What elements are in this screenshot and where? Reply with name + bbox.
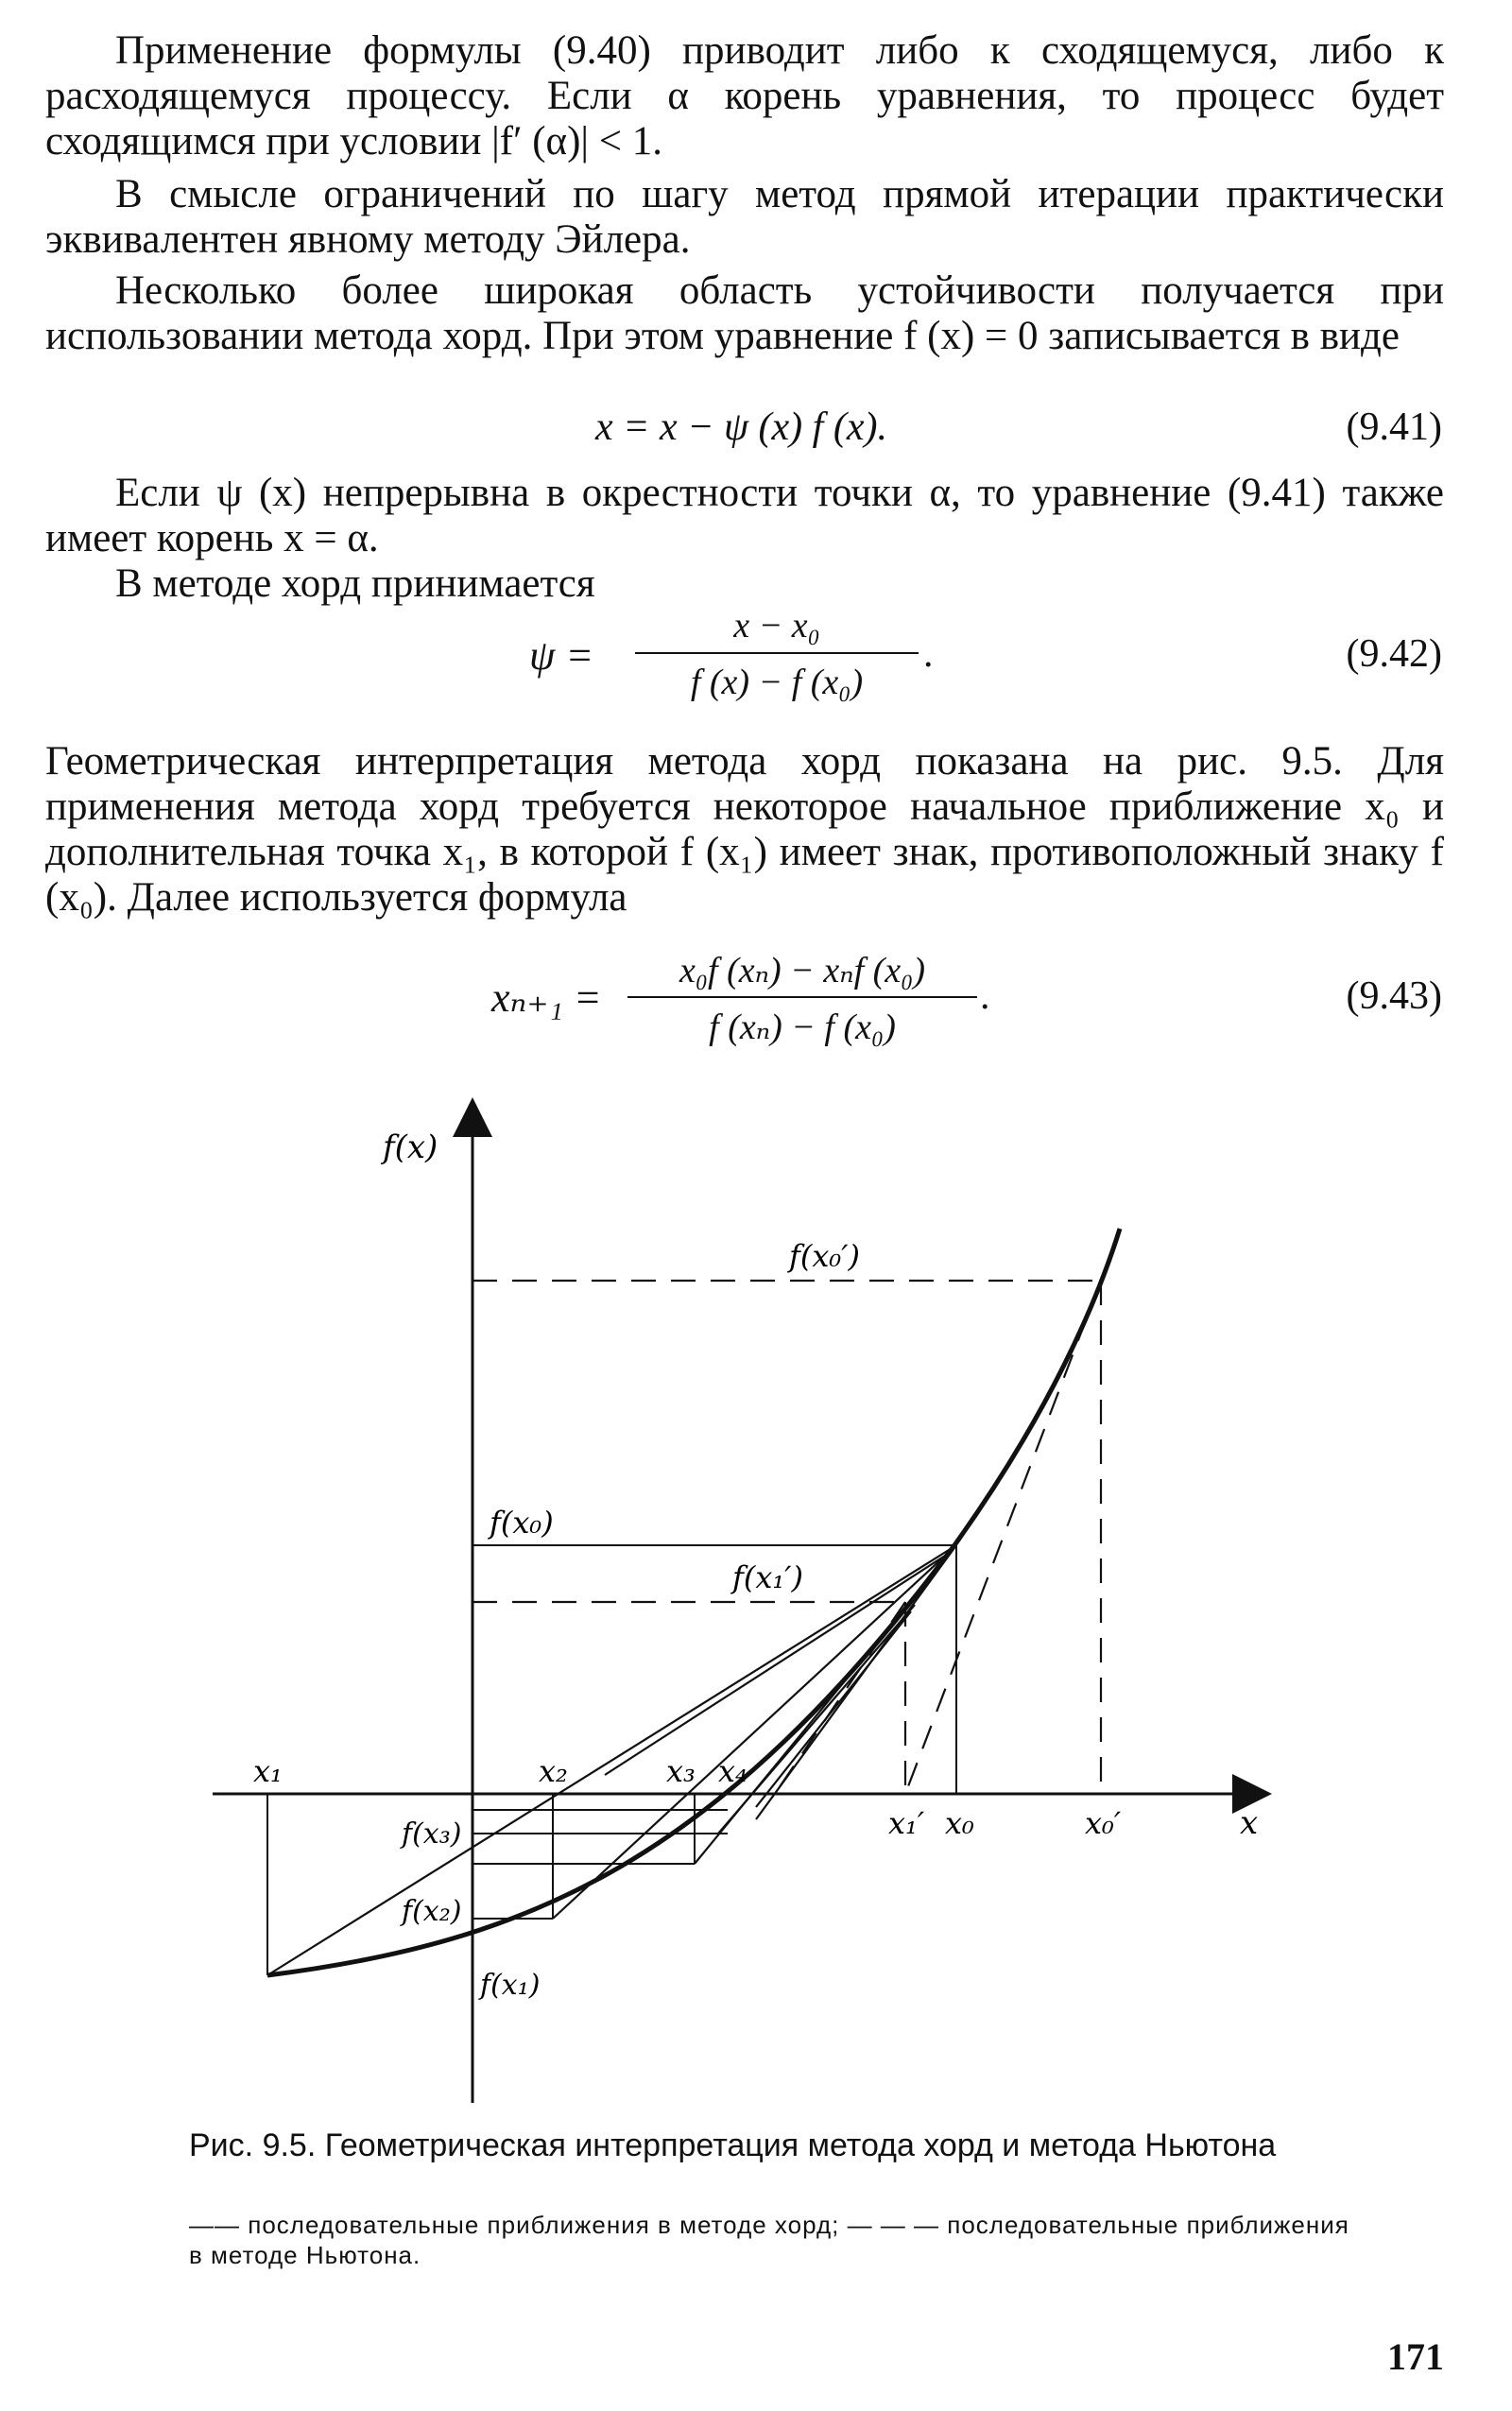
equation-9-41-number: (9.41) <box>1346 405 1442 449</box>
label-x1: x₁ <box>253 1753 283 1789</box>
legend-solid-marker: —— <box>189 2211 240 2239</box>
label-x1-prime: x₁′ <box>888 1805 925 1841</box>
legend-solid-text: последовательные приближения в методе хорд; <box>248 2211 840 2239</box>
newton-dashed-lines <box>472 1281 1101 1794</box>
equation-9-41-body: x = x − ψ (x) f (x). <box>595 405 887 449</box>
label-f-x1-prime: f(x₁′) <box>732 1559 803 1595</box>
equation-9-42-numerator: x − x₀ <box>733 606 820 646</box>
legend-dashed-text: последовательные приближения в методе Ньютона. <box>189 2211 1349 2269</box>
label-f-x3: f(x₃) <box>402 1817 462 1851</box>
equation-9-42-denominator: f (x) − f (x₀) <box>690 663 864 702</box>
equation-9-43-fraction-bar <box>627 996 977 998</box>
paragraph-3: Несколько более широкая область устойчивости получается при использовании метода хорд. При этом уравнение f (x) = 0 записывается в виде <box>45 268 1444 358</box>
figure-legend <box>189 2210 1361 2270</box>
equation-9-43-number: (9.43) <box>1346 974 1442 1018</box>
label-f-x0: f(x₀) <box>490 1505 554 1541</box>
label-x-axis: x <box>1240 1804 1259 1842</box>
equation-9-42-fraction-bar <box>635 652 919 654</box>
label-x4: x₄ <box>718 1753 747 1789</box>
label-x0-prime: x₀′ <box>1085 1805 1122 1841</box>
figure-caption: Рис. 9.5. Геометрическая интерпретация метода хорд и метода Ньютона <box>189 2127 1277 2163</box>
equation-9-43-lhs: xₙ₊₁ = <box>491 974 602 1021</box>
paragraph-6: Геометрическая интерпретация метода хорд показана на рис. 9.5. Для применения метода хорд требуется некоторое начальное приближение x₀ и дополнительная точка x₁, в которой f (x₁) имеет знак, противоположный знаку f (x₀). Далее используется формула <box>45 739 1444 920</box>
equation-9-43-tail: . <box>981 974 991 1018</box>
label-x0: x₀ <box>945 1805 974 1841</box>
equation-9-42-number: (9.42) <box>1346 632 1442 676</box>
equation-9-43-numerator: x₀f (xₙ) − xₙf (x₀) <box>679 951 926 990</box>
paragraph-2: В смысле ограничений по шагу метод прямой итерации практически эквивалентен явному методу Эйлера. <box>45 172 1444 262</box>
equation-9-43-denominator: f (xₙ) − f (x₀) <box>709 1007 896 1047</box>
paragraph-5: В методе хорд принимается <box>115 561 595 606</box>
label-x3: x₃ <box>666 1753 696 1789</box>
equation-9-42-tail: . <box>924 632 935 676</box>
chord-lines <box>267 1545 956 1975</box>
label-f-of-x: f(x) <box>383 1128 438 1166</box>
label-f-x0-prime: f(x₀′) <box>789 1238 860 1274</box>
label-f-x2: f(x₂) <box>402 1895 462 1928</box>
label-x2: x₂ <box>539 1753 568 1789</box>
figure-9-5 <box>0 1087 1512 2127</box>
paragraph-4: Если ψ (x) непрерывна в окрестности точки α, то уравнение (9.41) также имеет корень x = α. <box>45 471 1444 560</box>
equation-9-42-lhs: ψ = <box>529 632 594 679</box>
page-number: 171 <box>1387 2335 1444 2378</box>
legend-dashed-marker: — — — <box>847 2211 940 2239</box>
label-f-x1: f(x₁) <box>480 1969 541 2002</box>
paragraph-1: Применение формулы (9.40) приводит либо к сходящемуся, либо к расходящемуся процессу. Если α корень уравнения, то процесс будет сходящимся при условии |f′ (α)| < 1. <box>45 28 1444 164</box>
